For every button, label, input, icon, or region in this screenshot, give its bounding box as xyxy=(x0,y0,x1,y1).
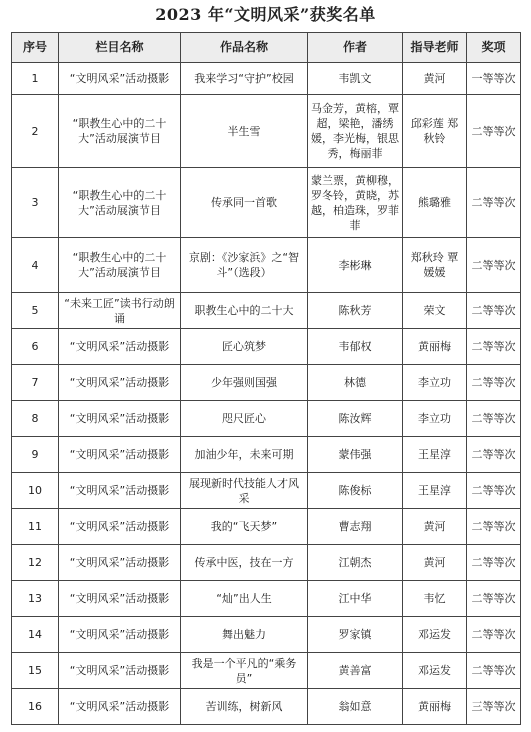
cell-work: 苦训练，树新风 xyxy=(181,689,308,725)
cell-award: 二等等次 xyxy=(467,365,521,401)
cell-award: 二等等次 xyxy=(467,238,521,293)
cell-teacher: 黄河 xyxy=(403,545,467,581)
cell-work: 职教生心中的二十大 xyxy=(181,293,308,329)
table-row xyxy=(12,293,521,329)
cell-work: 展现新时代技能人才风采 xyxy=(181,473,308,509)
cell-column: “文明风采”活动摄影 xyxy=(59,437,181,473)
cell-work: 半生雪 xyxy=(181,95,308,168)
cell-author: 林德 xyxy=(308,365,403,401)
cell-award: 二等等次 xyxy=(467,653,521,689)
cell-no: 12 xyxy=(12,545,59,581)
cell-work: 我是一个平凡的“乘务员” xyxy=(181,653,308,689)
cell-column: “文明风采”活动摄影 xyxy=(59,365,181,401)
cell-column: “未来工匠”读书行动朗诵 xyxy=(59,293,181,329)
header-award: 奖项 xyxy=(467,33,521,63)
table-row xyxy=(12,95,521,168)
cell-award: 二等等次 xyxy=(467,293,521,329)
cell-award: 二等等次 xyxy=(467,95,521,168)
cell-no: 9 xyxy=(12,437,59,473)
cell-teacher: 熊璐雅 xyxy=(403,168,467,238)
cell-no: 8 xyxy=(12,401,59,437)
cell-author: 黄善富 xyxy=(308,653,403,689)
cell-work: 传承同一首歌 xyxy=(181,168,308,238)
cell-award: 二等等次 xyxy=(467,437,521,473)
cell-work: 咫尺匠心 xyxy=(181,401,308,437)
cell-work: 京剧：《沙家浜》之“智斗”（选段） xyxy=(181,238,308,293)
cell-teacher: 黄河 xyxy=(403,509,467,545)
table-row xyxy=(12,365,521,401)
cell-author: 李彬琳 xyxy=(308,238,403,293)
cell-author: 马金芳，黄榕，覃超，梁艳，潘绣媛，李光梅，银思秀，梅丽菲 xyxy=(308,95,403,168)
cell-no: 11 xyxy=(12,509,59,545)
cell-author: 曹志翔 xyxy=(308,509,403,545)
cell-column: “文明风采”活动摄影 xyxy=(59,689,181,725)
cell-no: 5 xyxy=(12,293,59,329)
cell-award: 二等等次 xyxy=(467,473,521,509)
table-row xyxy=(12,689,521,725)
cell-author: 江中华 xyxy=(308,581,403,617)
header-teacher: 指导老师 xyxy=(403,33,467,63)
table-row xyxy=(12,473,521,509)
cell-teacher: 黄丽梅 xyxy=(403,329,467,365)
table-header-row xyxy=(12,33,521,63)
cell-teacher: 李立功 xyxy=(403,365,467,401)
cell-teacher: 邱彩莲 郑秋铃 xyxy=(403,95,467,168)
cell-column: “文明风采”活动摄影 xyxy=(59,617,181,653)
cell-work: 加油少年，未来可期 xyxy=(181,437,308,473)
cell-teacher: 王星淳 xyxy=(403,437,467,473)
table-row xyxy=(12,545,521,581)
table-row xyxy=(12,238,521,293)
cell-no: 3 xyxy=(12,168,59,238)
cell-author: 陈汝辉 xyxy=(308,401,403,437)
cell-teacher: 邓运发 xyxy=(403,617,467,653)
cell-author: 蒙兰票，黄柳穆，罗冬铃，黄晓，苏越，柏造珠，罗菲菲 xyxy=(308,168,403,238)
cell-column: “文明风采”活动摄影 xyxy=(59,63,181,95)
cell-award: 二等等次 xyxy=(467,545,521,581)
cell-award: 二等等次 xyxy=(467,329,521,365)
cell-no: 1 xyxy=(12,63,59,95)
header-no: 序号 xyxy=(12,33,59,63)
cell-award: 三等等次 xyxy=(467,689,521,725)
cell-teacher: 荣文 xyxy=(403,293,467,329)
table-row xyxy=(12,581,521,617)
cell-work: “灿”出人生 xyxy=(181,581,308,617)
table-row xyxy=(12,329,521,365)
cell-column: “文明风采”活动摄影 xyxy=(59,401,181,437)
table-row xyxy=(12,63,521,95)
cell-author: 江朝杰 xyxy=(308,545,403,581)
cell-teacher: 黄河 xyxy=(403,63,467,95)
cell-author: 韦郁权 xyxy=(308,329,403,365)
cell-work: 我的“飞天梦” xyxy=(181,509,308,545)
cell-no: 6 xyxy=(12,329,59,365)
cell-award: 一等等次 xyxy=(467,63,521,95)
header-column: 栏目名称 xyxy=(59,33,181,63)
table-row xyxy=(12,509,521,545)
cell-work: 舞出魅力 xyxy=(181,617,308,653)
table-row xyxy=(12,401,521,437)
cell-teacher: 王星淳 xyxy=(403,473,467,509)
cell-column: “职教生心中的二十大”活动展演节目 xyxy=(59,95,181,168)
cell-award: 二等等次 xyxy=(467,168,521,238)
award-table xyxy=(11,32,521,725)
cell-work: 少年强则国强 xyxy=(181,365,308,401)
cell-column: “职教生心中的二十大”活动展演节目 xyxy=(59,238,181,293)
page-title: 2023 年“文明风采”获奖名单 xyxy=(155,5,376,24)
cell-teacher: 郑秋玲 覃媛媛 xyxy=(403,238,467,293)
cell-award: 二等等次 xyxy=(467,617,521,653)
cell-author: 陈俊标 xyxy=(308,473,403,509)
table-row xyxy=(12,437,521,473)
cell-author: 韦凯文 xyxy=(308,63,403,95)
cell-column: “文明风采”活动摄影 xyxy=(59,545,181,581)
cell-no: 13 xyxy=(12,581,59,617)
cell-author: 翁如意 xyxy=(308,689,403,725)
cell-column: “文明风采”活动摄影 xyxy=(59,509,181,545)
cell-no: 14 xyxy=(12,617,59,653)
cell-work: 匠心筑梦 xyxy=(181,329,308,365)
cell-teacher: 黄丽梅 xyxy=(403,689,467,725)
cell-teacher: 邓运发 xyxy=(403,653,467,689)
cell-no: 7 xyxy=(12,365,59,401)
header-author: 作者 xyxy=(308,33,403,63)
header-work: 作品名称 xyxy=(181,33,308,63)
cell-award: 二等等次 xyxy=(467,581,521,617)
table-row xyxy=(12,617,521,653)
cell-no: 4 xyxy=(12,238,59,293)
cell-award: 二等等次 xyxy=(467,509,521,545)
cell-award: 二等等次 xyxy=(467,401,521,437)
cell-work: 传承中医，技在一方 xyxy=(181,545,308,581)
cell-teacher: 李立功 xyxy=(403,401,467,437)
cell-work: 我来学习“守护”校园 xyxy=(181,63,308,95)
cell-no: 15 xyxy=(12,653,59,689)
table-row xyxy=(12,168,521,238)
cell-author: 蒙伟强 xyxy=(308,437,403,473)
cell-column: “文明风采”活动摄影 xyxy=(59,653,181,689)
cell-author: 罗家镇 xyxy=(308,617,403,653)
cell-no: 16 xyxy=(12,689,59,725)
cell-teacher: 韦忆 xyxy=(403,581,467,617)
cell-column: “职教生心中的二十大”活动展演节目 xyxy=(59,168,181,238)
cell-no: 2 xyxy=(12,95,59,168)
cell-column: “文明风采”活动摄影 xyxy=(59,581,181,617)
table-row xyxy=(12,653,521,689)
cell-no: 10 xyxy=(12,473,59,509)
cell-column: “文明风采”活动摄影 xyxy=(59,473,181,509)
cell-author: 陈秋芳 xyxy=(308,293,403,329)
cell-column: “文明风采”活动摄影 xyxy=(59,329,181,365)
